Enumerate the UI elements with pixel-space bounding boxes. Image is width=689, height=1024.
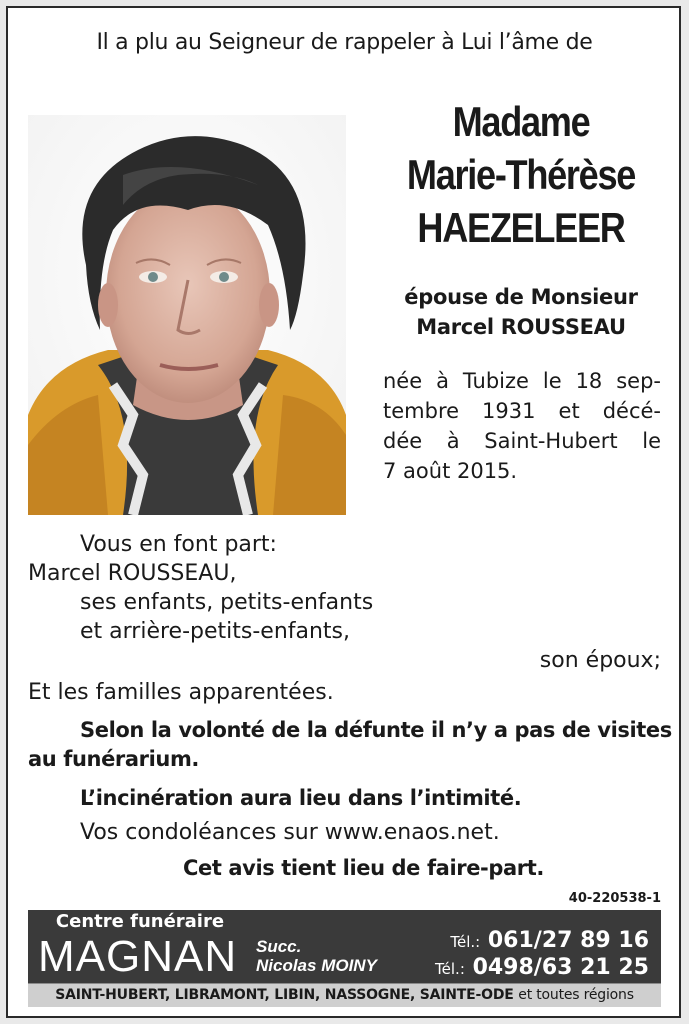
- locations-tail: et toutes régions: [518, 987, 634, 1003]
- funeral-home-banner: [28, 910, 661, 1007]
- family-spouse-name: Marcel ROUSSEAU,: [28, 561, 237, 586]
- successor-name: Nicolas MOINY: [256, 956, 377, 975]
- spouse-line-2: Marcel ROUSSEAU: [416, 315, 626, 339]
- notice-condolences: Vos condoléances sur www.enaos.net.: [80, 820, 500, 845]
- funeral-home-label: Centre funéraire: [28, 910, 252, 934]
- locations-list: SAINT-HUBERT, LIBRAMONT, LIBIN, NASSOGNE, SAINTE-ODE: [55, 987, 514, 1003]
- deceased-title: Madame: [452, 98, 590, 145]
- notice-faire-part: Cet avis tient lieu de faire-part.: [183, 856, 544, 880]
- phone-2: [435, 955, 649, 980]
- deceased-name-block: [376, 95, 666, 254]
- family-grandchildren: et arrière-petits-enfants,: [80, 619, 351, 644]
- phone-2-label: Tél.:: [435, 960, 465, 978]
- birth-death-line-1: née à Tubize le 18 sep-: [383, 369, 661, 393]
- reference-number: 40-220538-1: [568, 891, 661, 906]
- birth-death-line-2: tembre 1931 et décé-: [383, 399, 661, 423]
- phone-1-number: 061/27 89 16: [487, 928, 649, 953]
- notice-visits-line-2: au funérarium.: [28, 747, 200, 771]
- family-announce: Vous en font part:: [80, 532, 277, 557]
- deceased-first-names: Marie-Thérèse: [406, 151, 636, 198]
- banner-top: [28, 910, 661, 983]
- birth-death-line-3: dée à Saint-Hubert le: [383, 429, 661, 453]
- family-relatives: Et les familles apparentées.: [28, 680, 334, 705]
- family-spouse-role: son époux;: [539, 648, 661, 673]
- notice-visits-line-1: Selon la volonté de la défunte il n’y a pas de visites: [80, 718, 672, 742]
- phone-1: [450, 928, 649, 953]
- family-children: ses enfants, petits-enfants: [80, 590, 374, 615]
- deceased-last-name: HAEZELEER: [417, 204, 625, 251]
- successor-prefix: Succ.: [256, 937, 302, 956]
- spouse-block: [376, 282, 666, 342]
- birth-death-line-4: 7 août 2015.: [383, 459, 518, 483]
- phone-2-number: 0498/63 21 25: [472, 955, 649, 980]
- portrait-photo: [28, 115, 346, 515]
- intro-text: Il a plu au Seigneur de rappeler à Lui l’âme de: [96, 30, 593, 55]
- notice-cremation: L’incinération aura lieu dans l’intimité.: [80, 786, 522, 810]
- successor-block: [256, 937, 377, 975]
- birth-death-block: [383, 366, 661, 486]
- spouse-line-1: épouse de Monsieur: [404, 285, 638, 309]
- phone-1-label: Tél.:: [450, 933, 481, 951]
- funeral-home-name: MAGNAN: [38, 932, 238, 981]
- locations-bar: [28, 984, 661, 1007]
